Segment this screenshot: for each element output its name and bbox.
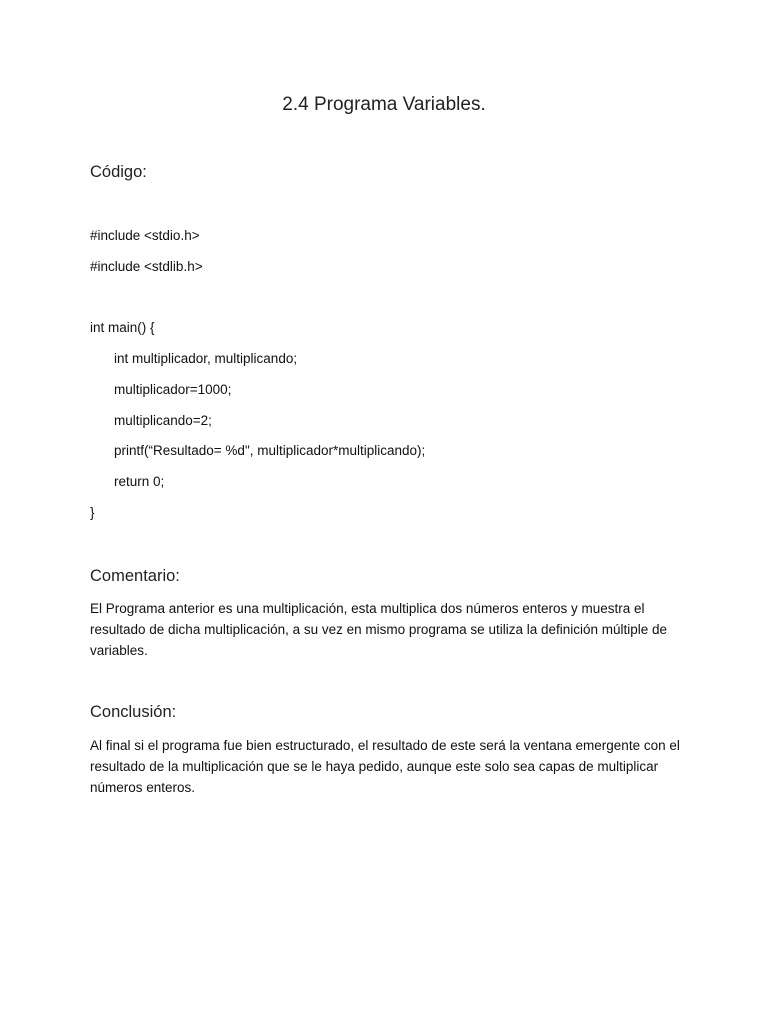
page-title: 2.4 Programa Variables. — [282, 94, 486, 115]
conclusion-heading: Conclusión: — [90, 703, 177, 721]
conclusion-paragraph: Al final si el programa fue bien estructurado, el resultado de este será la ventana emergente con el resultado de la multiplicación que se le haya pedido, aunque este solo sea capas de multiplicar números enteros. — [90, 738, 680, 795]
code-line: } — [90, 505, 95, 520]
code-line: int main() { — [90, 320, 155, 335]
code-line: return 0; — [114, 474, 165, 489]
code-line: #include <stdio.h> — [90, 228, 200, 243]
code-heading: Código: — [90, 163, 147, 181]
code-line: #include <stdlib.h> — [90, 259, 203, 274]
code-line: multiplicando=2; — [114, 413, 212, 428]
comment-paragraph: El Programa anterior es una multiplicación, esta multiplica dos números enteros y muestra el resultado de dicha multiplicación, a su vez en mismo programa se utiliza la definición múltiple de variables. — [90, 601, 668, 658]
code-line: int multiplicador, multiplicando; — [114, 351, 298, 366]
code-line: printf(“Resultado= %d", multiplicador*multiplicando); — [114, 443, 426, 458]
comment-heading: Comentario: — [90, 567, 180, 585]
code-line: multiplicador=1000; — [114, 382, 232, 397]
